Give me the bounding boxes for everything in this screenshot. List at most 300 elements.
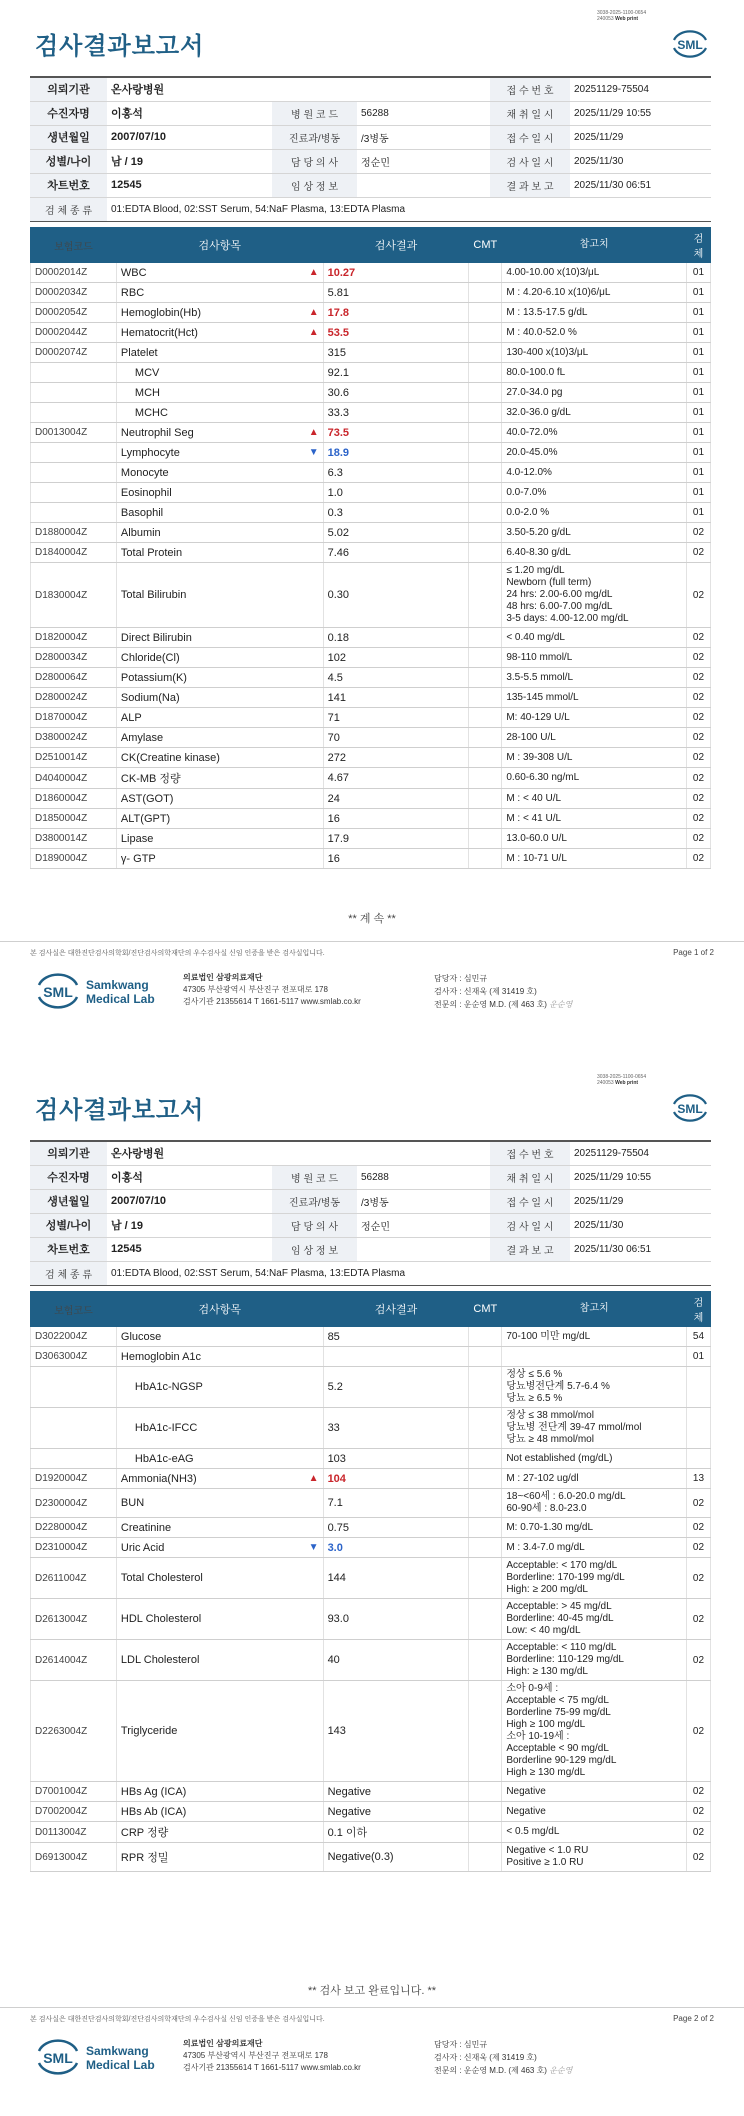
insurance-code: D2300004Z (31, 1489, 117, 1518)
result-row (31, 789, 711, 809)
header-reference: 참고치 (502, 1292, 687, 1327)
value-chart-no: 12545 (107, 173, 272, 197)
reference-range: M : 4.20-6.10 x(10)6/μL (502, 283, 687, 303)
insurance-code: D2800064Z (31, 668, 117, 688)
result-row (31, 1489, 711, 1518)
footer-logo (36, 2036, 176, 2085)
test-name: Hemoglobin(Hb) (120, 306, 202, 319)
insurance-code: D2800034Z (31, 648, 117, 668)
value-receipt-no: 20251129-75504 (570, 77, 711, 101)
specimen-code (686, 1408, 710, 1449)
specimen-code: 01 (686, 1347, 710, 1367)
label-chart-no: 차트번호 (30, 1237, 107, 1261)
label-hospital-code: 병 원 코 드 (272, 101, 357, 125)
result-row (31, 648, 711, 668)
reference-range: 4.0-12.0% (502, 463, 687, 483)
insurance-code: D2280004Z (31, 1518, 117, 1538)
test-result: 144 (323, 1558, 469, 1599)
test-result: 93.0 (323, 1599, 469, 1640)
reference-range: M : < 41 U/L (502, 809, 687, 829)
reference-range: 0.0-7.0% (502, 483, 687, 503)
specimen-code: 01 (686, 343, 710, 363)
comment (469, 1408, 502, 1449)
test-item (116, 1538, 323, 1558)
specimen-code: 02 (686, 1518, 710, 1538)
high-flag-icon: ▲ (308, 426, 319, 438)
test-item (116, 1640, 323, 1681)
test-result: 5.81 (323, 283, 469, 303)
result-row (31, 283, 711, 303)
test-result: 33 (323, 1408, 469, 1449)
low-flag-icon: ▼ (308, 446, 319, 458)
label-tested: 검 사 일 시 (490, 1213, 570, 1237)
value-doctor: 정순민 (357, 149, 490, 173)
test-result: 0.3 (323, 503, 469, 523)
test-name: HbA1c-IFCC (134, 1422, 198, 1434)
high-flag-icon: ▲ (308, 306, 319, 318)
result-row (31, 563, 711, 628)
test-item (116, 668, 323, 688)
test-result: 4.5 (323, 668, 469, 688)
signature: 운순영 (549, 1000, 573, 1009)
test-name: CK-MB 정량 (120, 773, 181, 785)
result-row (31, 383, 711, 403)
sml-logo (670, 28, 710, 60)
comment (469, 1681, 502, 1782)
test-name: HbA1c-NGSP (134, 1381, 203, 1393)
test-name: MCH (134, 386, 160, 399)
insurance-code (31, 383, 117, 403)
test-name: AST(GOT) (120, 792, 174, 805)
value-sex-age: 남 / 19 (107, 149, 272, 173)
test-item (116, 628, 323, 648)
label-clinical-info: 임 상 정 보 (272, 1237, 357, 1261)
reference-range: Negative (502, 1802, 687, 1822)
comment (469, 1640, 502, 1681)
label-department: 진료과/병동 (272, 125, 357, 149)
reference-range: M : 10-71 U/L (502, 849, 687, 869)
specimen-code: 01 (686, 383, 710, 403)
reference-range: Acceptable: < 110 mg/dL Borderline: 110-129 mg/dL High: ≥ 130 mg/dL (502, 1640, 687, 1681)
insurance-code: D2510014Z (31, 748, 117, 768)
comment (469, 648, 502, 668)
reference-range: 소아 0-9세 : Acceptable < 75 mg/dL Borderline 75-99 mg/dL High ≥ 100 mg/dL 소아 10-19세 : Acceptable < 90 mg/dL Borderline 90-129 mg/dL High ≥ 130 mg/dL (502, 1681, 687, 1782)
test-result: Negative(0.3) (323, 1843, 469, 1872)
report-page-2 (0, 1064, 744, 2116)
result-row (31, 403, 711, 423)
result-row (31, 1449, 711, 1469)
insurance-code: D2611004Z (31, 1558, 117, 1599)
specimen-code: 02 (686, 1640, 710, 1681)
insurance-code: D7002004Z (31, 1802, 117, 1822)
test-result: Negative (323, 1782, 469, 1802)
reference-range: 130-400 x(10)3/μL (502, 343, 687, 363)
test-result: 102 (323, 648, 469, 668)
test-item (116, 523, 323, 543)
test-name: Amylase (120, 731, 164, 744)
label-sex-age: 성별/나이 (30, 1213, 107, 1237)
test-name: Monocyte (120, 466, 169, 479)
comment (469, 1469, 502, 1489)
test-result: 7.46 (323, 543, 469, 563)
insurance-code: D0013004Z (31, 423, 117, 443)
comment (469, 728, 502, 748)
result-row (31, 503, 711, 523)
value-received: 2025/11/29 (570, 1189, 711, 1213)
test-name: CRP 정량 (120, 1827, 169, 1839)
reference-range: Acceptable: < 170 mg/dL Borderline: 170-199 mg/dL High: ≥ 200 mg/dL (502, 1558, 687, 1599)
result-row (31, 1327, 711, 1347)
comment (469, 668, 502, 688)
test-name: ALT(GPT) (120, 812, 171, 825)
comment (469, 263, 502, 283)
test-item (116, 1367, 323, 1408)
label-receipt-no: 접 수 번 호 (490, 77, 570, 101)
insurance-code (31, 1367, 117, 1408)
test-name: Basophil (120, 506, 164, 519)
value-reported: 2025/11/30 06:51 (570, 1237, 711, 1261)
insurance-code: D1870004Z (31, 708, 117, 728)
comment (469, 768, 502, 789)
insurance-code: D0002034Z (31, 283, 117, 303)
test-result: 103 (323, 1449, 469, 1469)
specimen-code: 02 (686, 1681, 710, 1782)
result-row (31, 688, 711, 708)
test-result: 85 (323, 1327, 469, 1347)
insurance-code: D0113004Z (31, 1822, 117, 1843)
footer-organization: 의료법인 삼광의료재단 47305 부산광역시 부산진구 전포대로 178 검사기관 21355614 T 1661-5117 www.smlab.co.kr (183, 2039, 361, 2072)
test-result: 315 (323, 343, 469, 363)
test-item (116, 708, 323, 728)
reference-range: M: 0.70-1.30 mg/dL (502, 1518, 687, 1538)
reference-range: < 0.40 mg/dL (502, 628, 687, 648)
specimen-code: 01 (686, 403, 710, 423)
value-doctor: 정순민 (357, 1213, 490, 1237)
reference-range: 32.0-36.0 g/dL (502, 403, 687, 423)
value-collected: 2025/11/29 10:55 (570, 1165, 711, 1189)
specimen-code: 02 (686, 1843, 710, 1872)
test-name: Total Cholesterol (120, 1572, 203, 1584)
insurance-code (31, 443, 117, 463)
test-result: 24 (323, 789, 469, 809)
reference-range: M : 39-308 U/L (502, 748, 687, 768)
test-item (116, 809, 323, 829)
insurance-code: D3800024Z (31, 728, 117, 748)
specimen-code: 02 (686, 728, 710, 748)
results-header (31, 1292, 711, 1327)
label-sex-age: 성별/나이 (30, 149, 107, 173)
reference-range: 0.60-6.30 ng/mL (502, 768, 687, 789)
test-result: 71 (323, 708, 469, 728)
result-row (31, 728, 711, 748)
result-row (31, 443, 711, 463)
value-dob: 2007/07/10 (107, 1189, 272, 1213)
specimen-code (686, 1367, 710, 1408)
comment (469, 343, 502, 363)
reference-range: Negative < 1.0 RU Positive ≥ 1.0 RU (502, 1843, 687, 1872)
result-row (31, 523, 711, 543)
value-institution: 온사랑병원 (107, 77, 272, 101)
label-hospital-code: 병 원 코 드 (272, 1165, 357, 1189)
insurance-code: D0002014Z (31, 263, 117, 283)
test-name: Uric Acid (120, 1541, 165, 1554)
insurance-code (31, 463, 117, 483)
result-row (31, 543, 711, 563)
specimen-code: 01 (686, 463, 710, 483)
reference-range: Negative (502, 1782, 687, 1802)
test-name: Chloride(Cl) (120, 651, 180, 664)
value-patient-name: 이홍석 (107, 1165, 272, 1189)
test-item (116, 443, 323, 463)
comment (469, 1538, 502, 1558)
reference-range: 3.5-5.5 mmol/L (502, 668, 687, 688)
test-name: CK(Creatine kinase) (120, 751, 220, 764)
patient-info-table (30, 76, 711, 222)
page-title: 검사결과보고서 (35, 33, 205, 60)
specimen-code: 01 (686, 503, 710, 523)
insurance-code: D3800014Z (31, 829, 117, 849)
test-result: 0.1 이하 (323, 1822, 469, 1843)
test-result: 272 (323, 748, 469, 768)
insurance-code: D7001004Z (31, 1782, 117, 1802)
label-received: 접 수 일 시 (490, 1189, 570, 1213)
test-result: 17.8 (323, 303, 469, 323)
insurance-code: D2614004Z (31, 1640, 117, 1681)
test-item (116, 383, 323, 403)
svg-text:SML: SML (677, 1102, 703, 1116)
value-sex-age: 남 / 19 (107, 1213, 272, 1237)
comment (469, 443, 502, 463)
value-institution: 온사랑병원 (107, 1141, 272, 1165)
page-title: 검사결과보고서 (35, 1097, 205, 1124)
certification-note: 본 검사실은 대한진단검사의학회/진단검사의학재단의 우수검사실 신임 인증을 받은 검사실입니다. (30, 950, 325, 957)
test-item (116, 363, 323, 383)
specimen-code: 02 (686, 523, 710, 543)
specimen-code: 02 (686, 1538, 710, 1558)
svg-text:Medical Lab: Medical Lab (86, 992, 155, 1006)
comment (469, 849, 502, 869)
test-name: MCHC (134, 406, 168, 419)
test-item (116, 343, 323, 363)
test-name: HBs Ab (ICA) (120, 1805, 187, 1818)
test-result: 6.3 (323, 463, 469, 483)
specimen-code: 02 (686, 809, 710, 829)
header-test: 검사항목 (116, 1292, 323, 1327)
page-number: Page 2 of 2 (673, 2014, 714, 2023)
insurance-code (31, 1408, 117, 1449)
label-doctor: 담 당 의 사 (272, 149, 357, 173)
insurance-code: D3063004Z (31, 1347, 117, 1367)
test-result: 73.5 (323, 423, 469, 443)
test-item (116, 1489, 323, 1518)
test-result: 0.18 (323, 628, 469, 648)
comment (469, 789, 502, 809)
value-clinical-info (357, 173, 490, 197)
test-name: Total Bilirubin (120, 589, 187, 601)
reference-range: 20.0-45.0% (502, 443, 687, 463)
test-item (116, 849, 323, 869)
certification-note: 본 검사실은 대한진단검사의학회/진단검사의학재단의 우수검사실 신임 인증을 받은 검사실입니다. (30, 2016, 325, 2023)
specimen-code: 02 (686, 708, 710, 728)
comment (469, 303, 502, 323)
test-name: γ- GTP (120, 852, 156, 865)
insurance-code (31, 503, 117, 523)
test-item (116, 283, 323, 303)
test-result: 40 (323, 1640, 469, 1681)
test-item (116, 563, 323, 628)
specimen-code: 02 (686, 668, 710, 688)
insurance-code: D3022004Z (31, 1327, 117, 1347)
specimen-code: 01 (686, 443, 710, 463)
signature: 운순영 (549, 2066, 573, 2075)
header-result: 검사결과 (323, 228, 469, 263)
test-item (116, 648, 323, 668)
test-item (116, 768, 323, 789)
value-chart-no: 12545 (107, 1237, 272, 1261)
result-row (31, 1822, 711, 1843)
specimen-code: 02 (686, 543, 710, 563)
test-item (116, 789, 323, 809)
insurance-code: D0002044Z (31, 323, 117, 343)
result-row (31, 423, 711, 443)
specimen-code: 01 (686, 323, 710, 343)
comment (469, 363, 502, 383)
specimen-code: 01 (686, 363, 710, 383)
result-row (31, 1469, 711, 1489)
test-name: Sodium(Na) (120, 691, 180, 704)
result-row (31, 483, 711, 503)
svg-text:Samkwang: Samkwang (86, 2044, 149, 2058)
result-row (31, 363, 711, 383)
comment (469, 543, 502, 563)
test-item (116, 483, 323, 503)
result-row (31, 1599, 711, 1640)
specimen-code: 02 (686, 1558, 710, 1599)
test-item (116, 1802, 323, 1822)
specimen-code: 02 (686, 1489, 710, 1518)
test-name: Potassium(K) (120, 671, 187, 684)
footer-organization: 의료법인 삼광의료재단 47305 부산광역시 부산진구 전포대로 178 검사기관 21355614 T 1661-5117 www.smlab.co.kr (183, 973, 361, 1006)
label-dob: 생년월일 (30, 1189, 107, 1213)
comment (469, 403, 502, 423)
test-result: 10.27 (323, 263, 469, 283)
comment (469, 1347, 502, 1367)
result-row (31, 668, 711, 688)
header-specimen: 검체 (686, 228, 710, 263)
insurance-code (31, 1449, 117, 1469)
document-code: 3038-2025-1100-0654 240053 Web print (597, 10, 647, 22)
test-item (116, 1347, 323, 1367)
insurance-code: D2310004Z (31, 1538, 117, 1558)
reference-range: 0.0-2.0 % (502, 503, 687, 523)
result-row (31, 323, 711, 343)
comment (469, 1489, 502, 1518)
test-result: 92.1 (323, 363, 469, 383)
test-result: 7.1 (323, 1489, 469, 1518)
test-item (116, 303, 323, 323)
comment (469, 748, 502, 768)
specimen-code: 02 (686, 688, 710, 708)
label-patient-name: 수진자명 (30, 101, 107, 125)
specimen-code (686, 1449, 710, 1469)
result-row (31, 628, 711, 648)
results-header (31, 228, 711, 263)
svg-text:SML: SML (43, 984, 73, 1000)
footer-divider (0, 2007, 744, 2008)
reference-range: 정상 ≤ 38 mmol/mol 당뇨병 전단계 39-47 mmol/mol 당뇨 ≥ 48 mmol/mol (502, 1408, 687, 1449)
report-complete-note: ** 검사 보고 완료입니다. ** (307, 1985, 437, 1997)
header-code: 보험코드 (31, 1292, 117, 1327)
test-item (116, 503, 323, 523)
high-flag-icon: ▲ (308, 266, 319, 278)
reference-range: M : 40.0-52.0 % (502, 323, 687, 343)
specimen-code: 02 (686, 1802, 710, 1822)
sml-logo (670, 1092, 710, 1124)
test-item (116, 688, 323, 708)
test-item (116, 1599, 323, 1640)
label-collected: 채 취 일 시 (490, 101, 570, 125)
test-name: Hemoglobin A1c (120, 1350, 202, 1363)
svg-text:SML: SML (677, 38, 703, 52)
result-row (31, 748, 711, 768)
header-code: 보험코드 (31, 228, 117, 263)
test-result (323, 1347, 469, 1367)
result-row (31, 829, 711, 849)
label-reported: 결 과 보 고 (490, 173, 570, 197)
specimen-code: 54 (686, 1327, 710, 1347)
test-result: 1.0 (323, 483, 469, 503)
comment (469, 628, 502, 648)
label-collected: 채 취 일 시 (490, 1165, 570, 1189)
test-name: MCV (134, 366, 160, 379)
high-flag-icon: ▲ (308, 326, 319, 338)
comment (469, 483, 502, 503)
test-name: Glucose (120, 1330, 162, 1343)
insurance-code: D1920004Z (31, 1469, 117, 1489)
comment (469, 463, 502, 483)
test-result: 5.2 (323, 1367, 469, 1408)
test-name: RBC (120, 286, 145, 299)
test-name: Total Protein (120, 546, 183, 559)
value-collected: 2025/11/29 10:55 (570, 101, 711, 125)
label-clinical-info: 임 상 정 보 (272, 173, 357, 197)
label-department: 진료과/병동 (272, 1189, 357, 1213)
specimen-code: 01 (686, 423, 710, 443)
footer-divider (0, 941, 744, 942)
label-institution: 의뢰기관 (30, 1141, 107, 1165)
specimen-code: 02 (686, 789, 710, 809)
specimen-code: 01 (686, 263, 710, 283)
test-item (116, 748, 323, 768)
reference-range: 28-100 U/L (502, 728, 687, 748)
label-dob: 생년월일 (30, 125, 107, 149)
reference-range: < 0.5 mg/dL (502, 1822, 687, 1843)
test-name: HBs Ag (ICA) (120, 1785, 187, 1798)
sml-footer-logo-icon (36, 2036, 176, 2080)
specimen-code: 13 (686, 1469, 710, 1489)
comment (469, 1782, 502, 1802)
insurance-code (31, 483, 117, 503)
test-item (116, 728, 323, 748)
specimen-code: 02 (686, 768, 710, 789)
test-item (116, 1518, 323, 1538)
value-specimen: 01:EDTA Blood, 02:SST Serum, 54:NaF Plasma, 13:EDTA Plasma (107, 197, 711, 221)
test-item (116, 1469, 323, 1489)
reference-range: M : 3.4-7.0 mg/dL (502, 1538, 687, 1558)
reference-range: 27.0-34.0 pg (502, 383, 687, 403)
value-department: /3병동 (357, 1189, 490, 1213)
report-page-1 (0, 0, 744, 1052)
